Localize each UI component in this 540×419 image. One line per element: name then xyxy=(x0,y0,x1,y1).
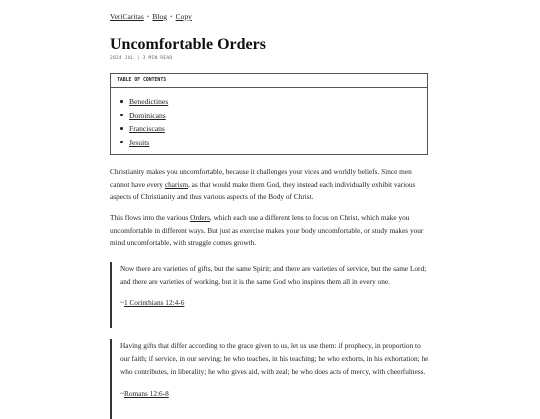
quote-text: Having gifts that differ according to the grace given to us, let us use them: if prophecy, in proportion to our faith; if service, in our serving; he who teaches, in his teaching; he who exhorts, in his exhortation; he who contributes, in liberality; he who gives aid, with zeal; he who does acts of mercy, with cheerfulness. xyxy=(120,341,429,377)
citation-dash: ~ xyxy=(120,298,124,308)
citation-link[interactable]: Romans 12:6-8 xyxy=(123,388,169,398)
intro-paragraph xyxy=(110,166,430,204)
p1-text-end: , as that would make them God, they instead each individually exhibit various aspects of Christianity and thus various aspects of the Body of Christ. xyxy=(110,179,416,201)
toc-item xyxy=(129,122,427,136)
orders-link[interactable]: Orders xyxy=(190,213,210,222)
toc-item xyxy=(129,136,427,150)
article-meta: 2024 JUL | 3 MIN READ xyxy=(110,56,173,61)
scripture-quote xyxy=(110,262,430,328)
scripture-quote xyxy=(110,339,430,419)
p2-text-end: , which each use a different lens to focus on Christ, which make you uncomfortable in different ways. But just as exercise makes your body uncomfortable, or study makes your mind uncomfortable, with struggle comes growth. xyxy=(110,213,424,247)
page-title: Uncomfortable Orders xyxy=(110,36,266,53)
breadcrumb-blog-link[interactable]: Blog xyxy=(152,12,167,21)
citation-link[interactable]: 1 Corinthians 12:4-6 xyxy=(123,298,185,308)
quote-citation xyxy=(120,387,430,400)
toc-list xyxy=(111,88,427,149)
breadcrumb-site-link[interactable]: VeriCaritas xyxy=(110,12,144,21)
toc-link-benedictines[interactable]: Benedictines xyxy=(129,97,169,106)
breadcrumb-separator: • xyxy=(146,12,150,21)
breadcrumb xyxy=(110,12,192,21)
p2-text-start: This flows into the various xyxy=(110,213,191,222)
p1-text-start: Christianity makes you uncomfortable, because it challenges your vices and worldly beliefs. Since men cannot have every xyxy=(110,167,412,189)
toc-link-jesuits[interactable]: Jesuits xyxy=(129,137,150,147)
toc-item xyxy=(129,95,427,109)
toc-heading: TABLE OF CONTENTS xyxy=(111,74,427,88)
breadcrumb-copy-link[interactable]: Copy xyxy=(175,12,192,21)
citation-dash: ~ xyxy=(120,388,124,398)
breadcrumb-separator: • xyxy=(169,12,173,21)
charism-link[interactable]: charism xyxy=(164,179,189,189)
table-of-contents xyxy=(110,73,428,155)
toc-link-franciscans[interactable]: Franciscans xyxy=(129,124,165,133)
orders-paragraph xyxy=(110,212,430,250)
toc-item xyxy=(129,109,427,123)
toc-link-dominicans[interactable]: Dominicans xyxy=(129,110,166,120)
quote-text: Now there are varieties of gifts, but the same Spirit; and there are varieties of service, but the same Lord; and there are varieties of working, but it is the same God who inspires them all in every one. xyxy=(120,264,427,287)
quote-citation xyxy=(120,296,430,309)
